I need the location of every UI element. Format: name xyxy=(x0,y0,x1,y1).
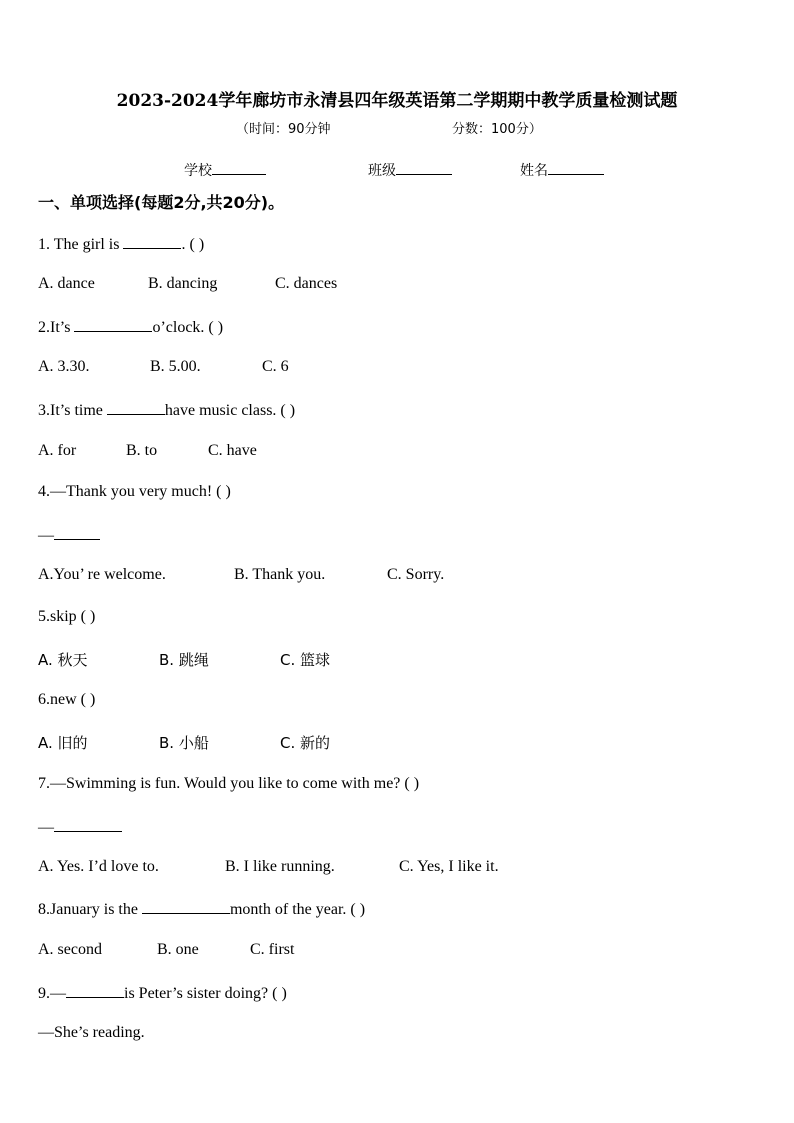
option-a[interactable]: A.You’ re welcome. xyxy=(38,566,166,583)
option-c[interactable]: C. 6 xyxy=(262,358,289,375)
option-b[interactable]: B. Thank you. xyxy=(234,566,326,583)
question-2-options xyxy=(38,358,738,378)
question-9 xyxy=(38,983,287,1003)
answer-blank[interactable] xyxy=(74,317,152,332)
question-7: 7.—Swimming is fun. Would you like to come with me? ( ) xyxy=(38,775,420,792)
question-text: 3.It’s time xyxy=(38,402,107,419)
question-text: 2.It’s xyxy=(38,319,75,336)
option-a[interactable]: A. 旧的 xyxy=(38,734,88,752)
option-b[interactable]: B. 5.00. xyxy=(150,358,201,375)
question-7-reply xyxy=(38,817,122,837)
exam-info xyxy=(236,118,542,137)
section-heading: 一、单项选择(每题2分,共20分)。 xyxy=(38,193,285,212)
question-8-options xyxy=(38,941,738,961)
question-8 xyxy=(38,899,365,919)
answer-blank[interactable] xyxy=(107,400,165,415)
question-text: is Peter’s sister doing? ( ) xyxy=(124,985,287,1002)
dash: — xyxy=(38,527,54,544)
school-label: 学校 xyxy=(184,163,212,179)
dash: — xyxy=(38,819,54,836)
option-c[interactable]: C. first xyxy=(250,941,295,958)
question-5-options xyxy=(38,649,738,669)
question-text: . ( ) xyxy=(181,236,205,253)
page-title: 2023-2024学年廊坊市永清县四年级英语第二学期期中教学质量检测试题 xyxy=(116,91,678,111)
option-c[interactable]: C. Sorry. xyxy=(387,566,445,583)
option-b[interactable]: B. 跳绳 xyxy=(159,651,209,669)
school-blank[interactable] xyxy=(212,160,266,175)
option-c[interactable]: C. 新的 xyxy=(280,734,331,752)
question-2 xyxy=(38,317,223,337)
question-text: 9.— xyxy=(38,985,66,1002)
question-text: o’clock. ( ) xyxy=(152,319,224,336)
option-b[interactable]: B. 小船 xyxy=(159,734,209,752)
question-1 xyxy=(38,234,204,254)
question-4-reply xyxy=(38,525,100,545)
option-b[interactable]: B. I like running. xyxy=(225,858,335,875)
question-7-options xyxy=(38,858,738,878)
answer-blank[interactable] xyxy=(142,899,230,914)
question-text: 8.January is the xyxy=(38,901,142,918)
question-6-options xyxy=(38,732,738,752)
answer-blank[interactable] xyxy=(66,983,124,998)
name-field[interactable] xyxy=(520,160,604,180)
question-text: month of the year. ( ) xyxy=(229,901,366,918)
question-3 xyxy=(38,400,295,420)
question-1-options xyxy=(38,275,738,295)
option-a[interactable]: A. second xyxy=(38,941,102,958)
time-info: （时间：90分钟 xyxy=(236,122,331,137)
option-a[interactable]: A. Yes. I’d love to. xyxy=(38,858,159,875)
option-a[interactable]: A. dance xyxy=(38,275,95,292)
option-a[interactable]: A. 3.30. xyxy=(38,358,90,375)
option-b[interactable]: B. dancing xyxy=(148,275,218,292)
option-b[interactable]: B. to xyxy=(126,442,158,459)
question-text: have music class. ( ) xyxy=(164,402,296,419)
question-9-reply: —She’s reading. xyxy=(38,1024,145,1041)
option-c[interactable]: C. 篮球 xyxy=(280,651,331,669)
option-c[interactable]: C. dances xyxy=(275,275,338,292)
question-text: 1. The girl is xyxy=(38,236,124,253)
option-a[interactable]: A. 秋天 xyxy=(38,651,88,669)
class-label: 班级 xyxy=(368,163,396,179)
answer-blank[interactable] xyxy=(54,525,100,540)
option-c[interactable]: C. Yes, I like it. xyxy=(399,858,499,875)
question-6: 6.new ( ) xyxy=(38,691,96,708)
school-field[interactable] xyxy=(184,160,266,180)
option-c[interactable]: C. have xyxy=(208,442,257,459)
question-3-options xyxy=(38,442,738,462)
answer-blank[interactable] xyxy=(123,234,181,249)
question-5: 5.skip ( ) xyxy=(38,608,96,625)
name-blank[interactable] xyxy=(548,160,604,175)
option-b[interactable]: B. one xyxy=(157,941,199,958)
name-label: 姓名 xyxy=(520,163,548,179)
question-4-options xyxy=(38,566,738,586)
score-info: 分数：100分） xyxy=(452,122,542,137)
question-4: 4.—Thank you very much! ( ) xyxy=(38,483,231,500)
option-a[interactable]: A. for xyxy=(38,442,77,459)
class-field[interactable] xyxy=(368,160,452,180)
class-blank[interactable] xyxy=(396,160,452,175)
answer-blank[interactable] xyxy=(54,817,122,832)
